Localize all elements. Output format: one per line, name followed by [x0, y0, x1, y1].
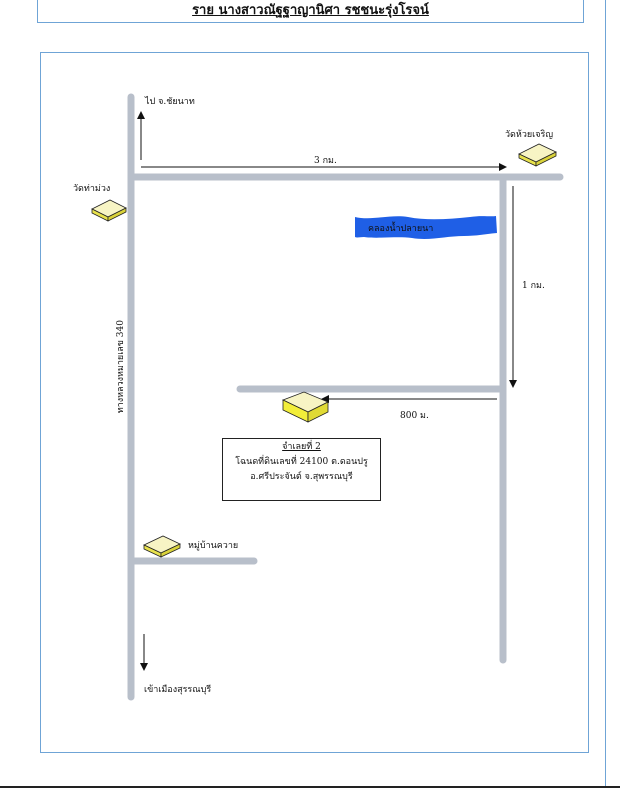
label-khlong-canal: คลองน้ำปลายนา [368, 224, 434, 234]
building-wat-tha-muang-icon [92, 200, 126, 221]
label-distance-top: 3 กม. [314, 156, 337, 166]
label-village: หมู่บ้านควาย [188, 541, 239, 551]
district-text: อ.ศรีประจันต์ จ.สุพรรณบุรี [250, 472, 353, 482]
label-wat-tha-muang: วัดท่าม่วง [73, 184, 111, 194]
building-wat-huai-charoen-icon [519, 144, 556, 166]
building-village-icon [144, 536, 180, 557]
plot-number: จำเลยที่ 2 [282, 442, 321, 452]
building-target-plot-icon [283, 392, 328, 422]
page-title: ราย นางสาวณัฐฐาญานิศา รชชนะรุ่งโรจน์ [192, 2, 429, 18]
label-to-chainat: ไป จ.ชัยนาท [145, 97, 195, 107]
label-distance-middle: 800 ม. [400, 411, 429, 421]
label-distance-right: 1 กม. [522, 281, 545, 291]
label-wat-huai-charoen: วัดห้วยเจริญ [505, 130, 554, 140]
roads [131, 97, 560, 697]
label-to-suphanburi: เข้าเมืองสุรรณบุรี [144, 685, 212, 695]
plot-info-box [222, 438, 381, 501]
deed-number: โฉนดที่ดินเลขที่ 24100 ต.ดอนปรู [235, 457, 368, 467]
label-highway-340: ทางหลวงหมายเลข 340 [116, 320, 126, 414]
